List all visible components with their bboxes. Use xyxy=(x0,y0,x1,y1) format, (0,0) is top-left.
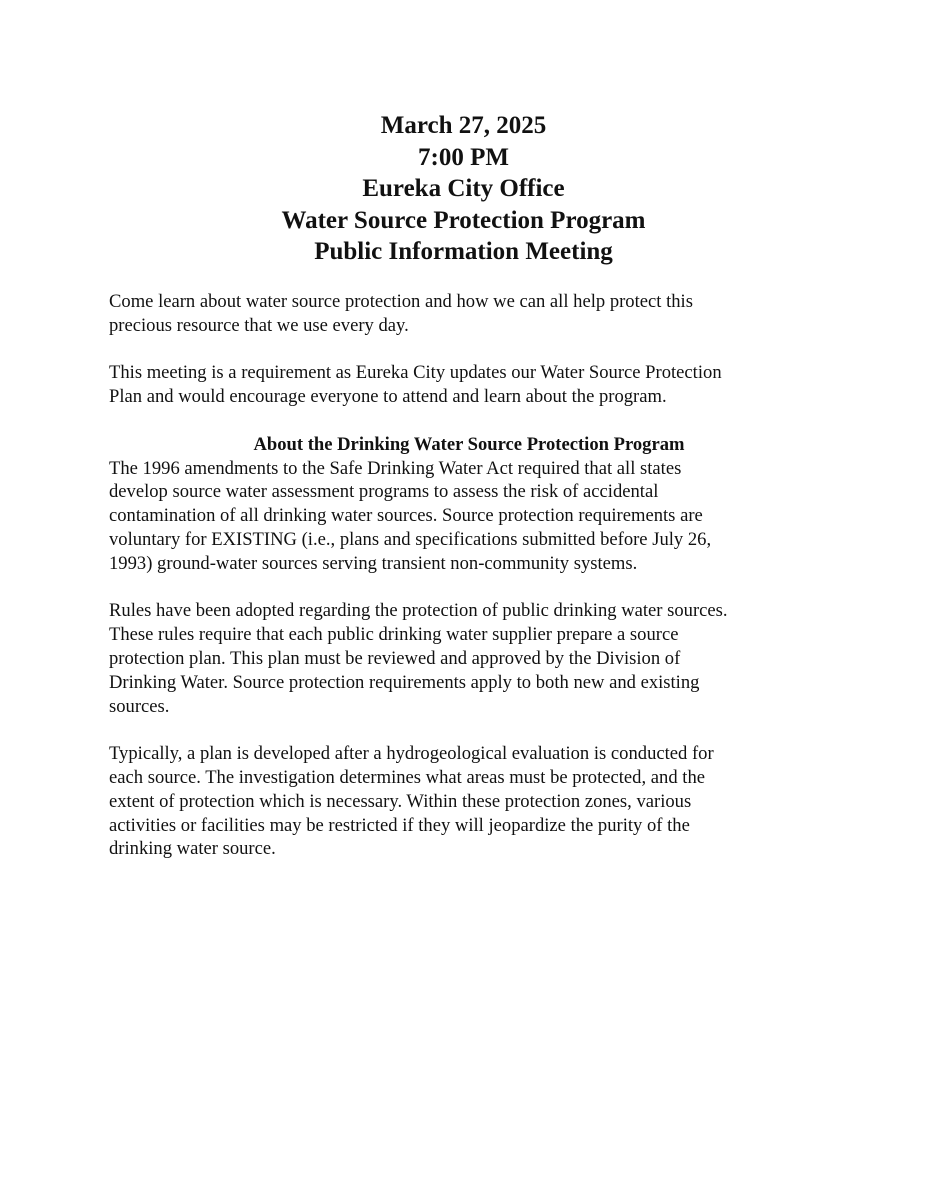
document-body xyxy=(109,290,829,885)
section-heading: About the Drinking Water Source Protection Program xyxy=(253,433,685,455)
meeting-location: Eureka City Office xyxy=(362,175,565,202)
plan-development-paragraph xyxy=(109,742,829,861)
meeting-time: 7:00 PM xyxy=(418,143,509,171)
paragraph-line: Plan and would encourage everyone to attend and learn about the program. xyxy=(109,386,667,408)
paragraph-line: precious resource that we use every day. xyxy=(109,314,409,336)
intro-paragraph xyxy=(109,290,829,338)
event-title: Public Information Meeting xyxy=(314,238,613,265)
paragraph-line: Drinking Water. Source protection requirements apply to both new and existing xyxy=(109,671,700,693)
program-title: Water Source Protection Program xyxy=(281,206,646,234)
about-program-section xyxy=(109,433,829,576)
requirement-paragraph xyxy=(109,361,829,409)
paragraph-line: Rules have been adopted regarding the protection of public drinking water sources. xyxy=(109,600,728,622)
paragraph-line: develop source water assessment programs to assess the risk of accidental xyxy=(109,481,659,503)
paragraph-line: voluntary for EXISTING (i.e., plans and specifications submitted before July 26, xyxy=(109,528,712,550)
paragraph-line: These rules require that each public drinking water supplier prepare a source xyxy=(109,624,679,646)
meeting-header xyxy=(0,110,927,268)
paragraph-line: each source. The investigation determines what areas must be protected, and the xyxy=(109,766,705,788)
paragraph-line: extent of protection which is necessary. Within these protection zones, various xyxy=(109,790,692,812)
paragraph-line: Come learn about water source protection and how we can all help protect this xyxy=(109,291,693,312)
paragraph-line: 1993) ground-water sources serving transient non-community systems. xyxy=(109,552,638,574)
paragraph-line: drinking water source. xyxy=(109,838,276,860)
paragraph-line: This meeting is a requirement as Eureka City updates our Water Source Protection xyxy=(109,362,722,384)
paragraph-line: sources. xyxy=(109,695,170,717)
rules-paragraph xyxy=(109,599,829,718)
paragraph-line: activities or facilities may be restricted if they will jeopardize the purity of the xyxy=(109,814,690,836)
meeting-date: March 27, 2025 xyxy=(380,112,547,139)
paragraph-line: contamination of all drinking water sources. Source protection requirements are xyxy=(109,505,703,527)
paragraph-line: Typically, a plan is developed after a hydrogeological evaluation is conducted for xyxy=(109,743,714,765)
paragraph-line: protection plan. This plan must be reviewed and approved by the Division of xyxy=(109,647,681,669)
paragraph-line: The 1996 amendments to the Safe Drinking Water Act required that all states xyxy=(109,457,682,479)
